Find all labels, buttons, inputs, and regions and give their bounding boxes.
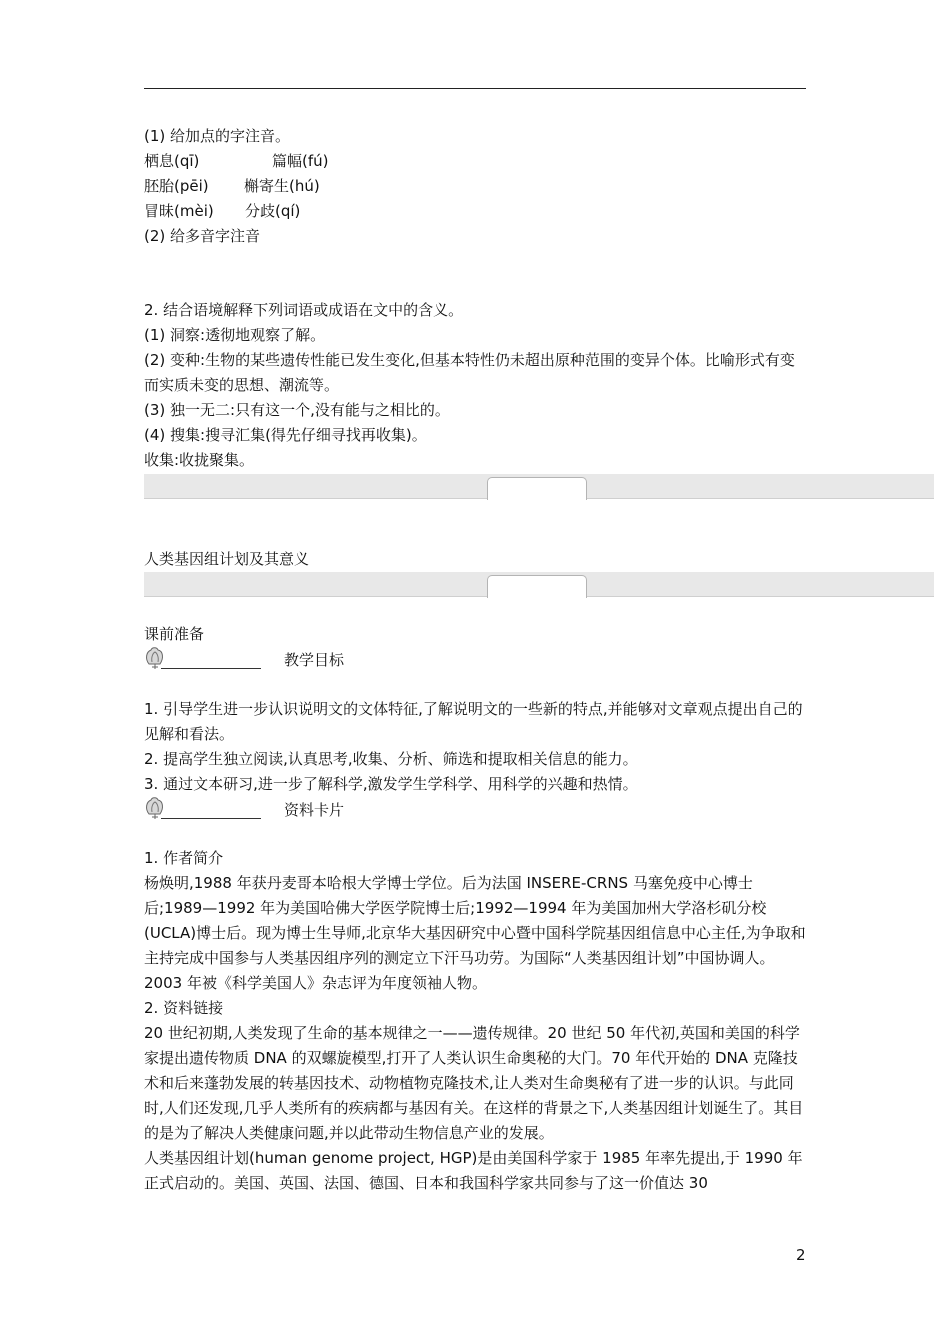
author-text: 杨焕明,1988 年获丹麦哥本哈根大学博士学位。后为法国 INSERE-CRNS 马塞免疫中心博士后;1989—1992 年为美国哈佛大学医学院博士后;1992—1994 年为美国加州大学洛杉矶分校(UCLA)博士后。现为博士生导师,北京华大基因研究中心暨中国科学院基因组信息中心主任,为争取和主持完成中国参与人类基因组序列的测定立下汗马功劳。为国际“人类基因组计划”中国协调人。2003 年被《科学美国人》杂志评为年度领袖人物。 xyxy=(144,874,806,992)
divider-tab xyxy=(487,575,587,598)
pinyin-word: 槲寄生(hú) xyxy=(244,177,320,195)
section-underline xyxy=(161,818,261,819)
q1-title: (1) 给加点的字注音。 xyxy=(144,127,291,145)
flower-icon xyxy=(144,796,166,820)
explain-item: (3) 独一无二:只有这一个,没有能与之相比的。 xyxy=(144,401,450,419)
goal-item: 2. 提高学生独立阅读,认真思考,收集、分析、筛选和提取相关信息的能力。 xyxy=(144,750,638,768)
pinyin-word: 栖息(qī) xyxy=(144,152,200,170)
explain-item: (2) 变种:生物的某些遗传性能已发生变化,但基本特性仍未超出原种范围的变异个体。比喻形式有变而实质未变的思想、潮流等。 xyxy=(144,351,795,394)
pinyin-word: 分歧(qí) xyxy=(245,202,301,220)
explain-item: (4) 搜集:搜寻汇集(得先仔细寻找再收集)。 xyxy=(144,426,427,444)
pinyin-exercise xyxy=(144,124,808,249)
divider-tab xyxy=(487,477,587,500)
goals-list xyxy=(144,697,808,797)
explain-title: 2. 结合语境解释下列词语或成语在文中的含义。 xyxy=(144,301,464,319)
lesson-title: 人类基因组计划及其意义 xyxy=(144,550,310,568)
pinyin-row xyxy=(144,174,808,199)
goals-label: 教学目标 xyxy=(284,651,345,669)
section-divider xyxy=(144,474,934,499)
section-header-goals xyxy=(144,646,444,674)
word-explanation xyxy=(144,298,808,473)
section-underline xyxy=(161,668,261,669)
explain-item: (1) 洞察:透彻地观察了解。 xyxy=(144,326,326,344)
author-title: 1. 作者简介 xyxy=(144,849,224,867)
prep-label: 课前准备 xyxy=(144,625,205,643)
q2-title: (2) 给多音字注音 xyxy=(144,227,261,245)
info-card xyxy=(144,846,808,1196)
header-rule xyxy=(144,88,806,89)
page-number: 2 xyxy=(796,1246,806,1264)
section-header-card xyxy=(144,796,444,824)
pinyin-word: 冒昧(mèi) xyxy=(144,202,214,220)
explain-item: 收集:收拢聚集。 xyxy=(144,451,255,469)
pinyin-word: 篇幅(fú) xyxy=(272,152,329,170)
goal-item: 1. 引导学生进一步认识说明文的文体特征,了解说明文的一些新的特点,并能够对文章观点提出自己的见解和看法。 xyxy=(144,700,803,743)
pinyin-row xyxy=(144,149,808,174)
flower-icon xyxy=(144,646,166,670)
link-title: 2. 资料链接 xyxy=(144,999,224,1017)
section-divider xyxy=(144,572,934,597)
pinyin-word: 胚胎(pēi) xyxy=(144,177,209,195)
link-paragraph: 人类基因组计划(human genome project, HGP)是由美国科学家于 1985 年率先提出,于 1990 年正式启动的。美国、英国、法国、德国、日本和我国科学家共同参与了这一价值达 30 xyxy=(144,1149,803,1192)
card-label: 资料卡片 xyxy=(284,801,345,819)
goal-item: 3. 通过文本研习,进一步了解科学,激发学生学科学、用科学的兴趣和热情。 xyxy=(144,775,638,793)
pinyin-row xyxy=(144,199,808,224)
link-paragraph: 20 世纪初期,人类发现了生命的基本规律之一——遗传规律。20 世纪 50 年代初,英国和美国的科学家提出遗传物质 DNA 的双螺旋模型,打开了人类认识生命奥秘的大门。70 年代开始的 DNA 克隆技术和后来蓬勃发展的转基因技术、动物植物克隆技术,让人类对生命奥秘有了进一步的认识。与此同时,人们还发现,几乎人类所有的疾病都与基因有关。在这样的背景之下,人类基因组计划诞生了。其目的是为了解决人类健康问题,并以此带动生物信息产业的发展。 xyxy=(144,1024,804,1142)
